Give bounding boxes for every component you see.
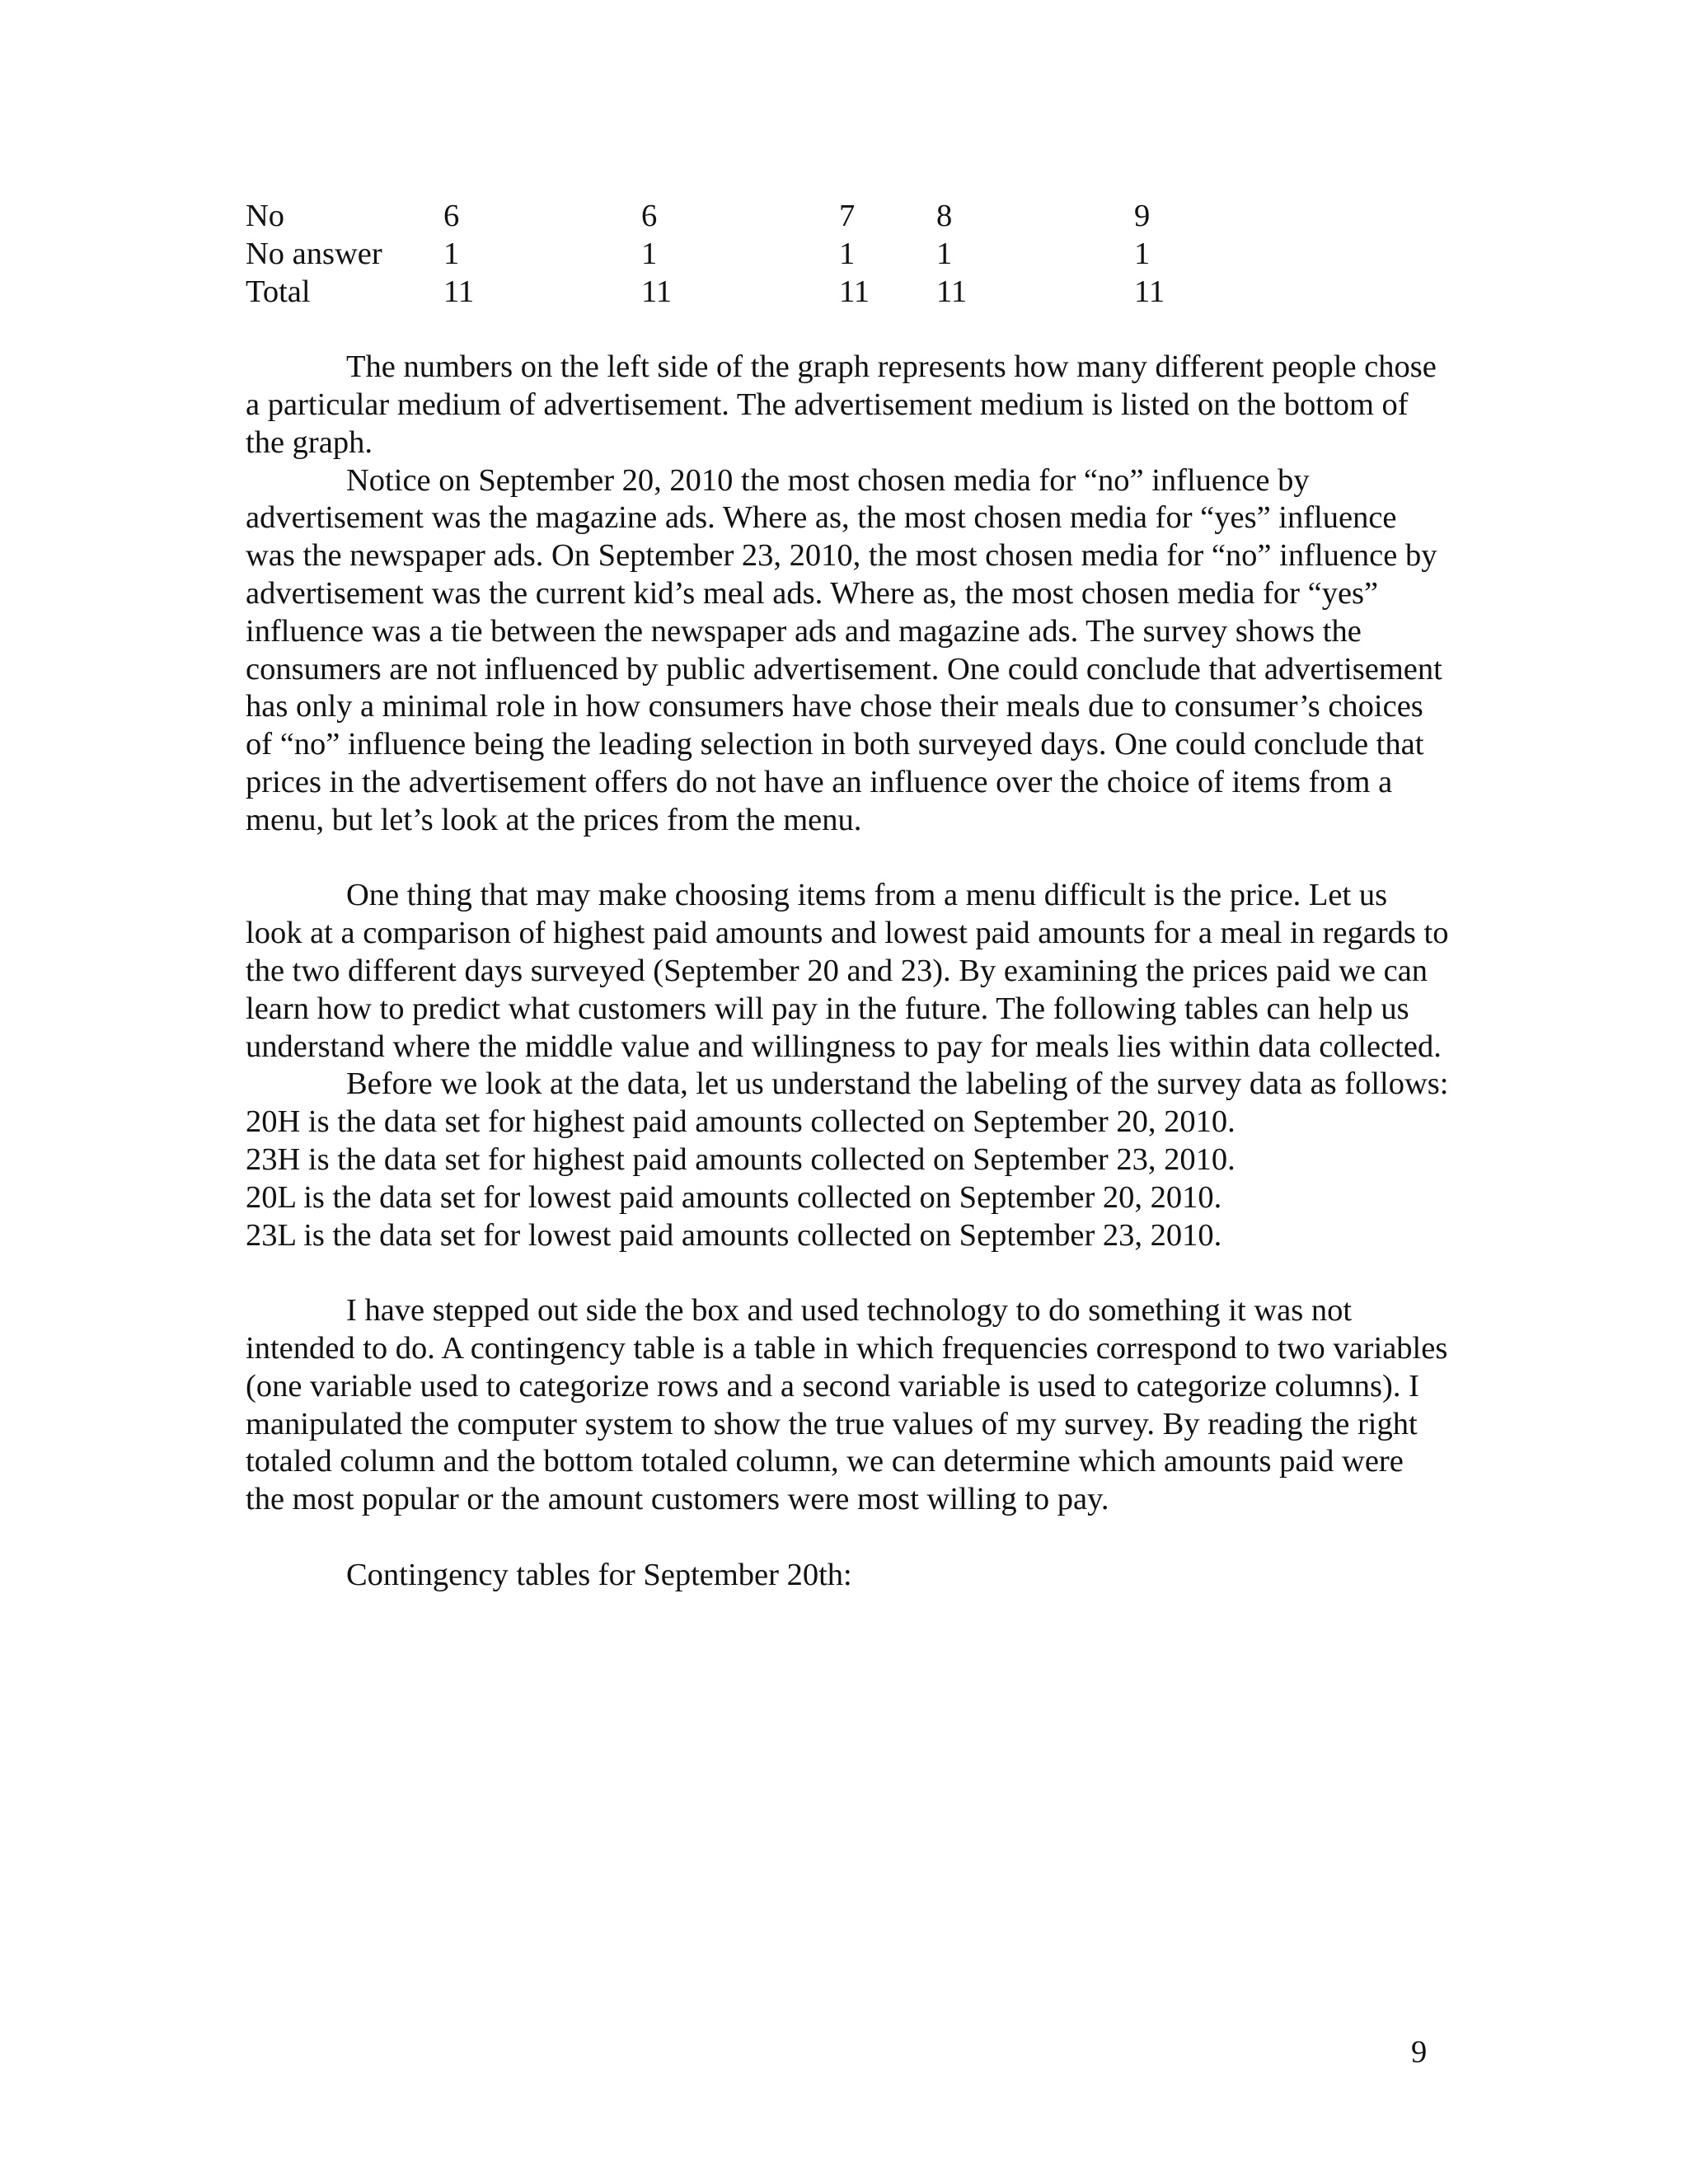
blank-line (246, 311, 1449, 349)
table-cell: 6 (443, 199, 460, 233)
table-cell: 11 (641, 274, 673, 309)
table-cell: 7 (839, 199, 856, 233)
paragraph-graph-explanation: The numbers on the left side of the graph represents how many different people chose a particular medium of advertisement. The advertisement medium is listed on the bottom of the graph. (246, 349, 1437, 460)
paragraph-price-comparison: One thing that may make choosing items from a menu difficult is the price. Let us look at a comparison of highest paid amounts and lowest paid amounts for a meal in regards to the two different days surveyed (September 20 and 23). By examining the prices paid we can learn how to predict what customers will pay in the future. The following tables can help us understand where the middle value and willingness to pay for meals lies within data collected. (246, 878, 1449, 1064)
table-cell: 11 (1134, 274, 1165, 309)
table-cell: 1 (839, 236, 856, 271)
label-line-20h: 20H is the data set for highest paid amounts collected on September 20, 2010. (246, 1104, 1236, 1140)
table-cell: 1 (641, 236, 658, 271)
label-line-20l: 20L is the data set for lowest paid amounts collected on September 20, 2010. (246, 1179, 1222, 1215)
table-cell: 11 (839, 274, 870, 309)
label-line-23h: 23H is the data set for highest paid amounts collected on September 23, 2010. (246, 1141, 1236, 1177)
row-label: Total (246, 274, 311, 309)
table-cell: 6 (641, 199, 658, 233)
label-line-23l: 23L is the data set for lowest paid amounts collected on September 23, 2010. (246, 1217, 1222, 1253)
row-label: No answer (246, 236, 382, 271)
paragraph-contingency-table: I have stepped out side the box and used technology to do something it was not intended to do. A contingency table is a table in which frequencies correspond to two variables (one variable used to categorize rows and a second variable is used to categorize columns). I manipulated the computer system to show the true values of my survey. By reading the right totaled column and the bottom totaled column, we can determine which amounts paid were the most popular or the amount customers were most willing to pay. (246, 1293, 1448, 1517)
page-number: 9 (1411, 2035, 1428, 2069)
page-content (246, 198, 1449, 1594)
table-cell: 11 (936, 274, 968, 309)
table-row (246, 236, 1449, 274)
table-cell: 9 (1134, 199, 1151, 233)
table-cell: 1 (936, 236, 953, 271)
table-row (246, 198, 1449, 236)
blank-line (246, 1254, 1449, 1292)
blank-line (246, 1519, 1449, 1557)
table-cell: 11 (443, 274, 475, 309)
survey-table (246, 198, 1449, 311)
row-label: No (246, 199, 285, 233)
paragraph-contingency-heading: Contingency tables for September 20th: (346, 1557, 852, 1592)
blank-line (246, 840, 1449, 878)
paragraph-labeling-intro: Before we look at the data, let us understand the labeling of the survey data as follows: (346, 1066, 1449, 1102)
table-cell: 1 (1134, 236, 1151, 271)
paragraph-advertisement-analysis: Notice on September 20, 2010 the most chosen media for “no” influence by advertisement was the magazine ads. Where as, the most chosen media for “yes” influence was the newspaper ads. On September 23, 2010, the most chosen media for “no” influence by advertisement was the current kid’s meal ads. Where as, the most chosen media for “yes” influence was a tie between the newspaper ads and magazine ads. The survey shows the consumers are not influenced by public advertisement. One could conclude that advertisement has only a minimal role in how consumers have chose their meals due to consumer’s choices of “no” influence being the leading selection in both surveyed days. One could conclude that prices in the advertisement offers do not have an influence over the choice of items from a menu, but let’s look at the prices from the menu. (246, 462, 1442, 837)
table-cell: 1 (443, 236, 460, 271)
table-cell: 8 (936, 199, 953, 233)
table-row (246, 274, 1449, 312)
